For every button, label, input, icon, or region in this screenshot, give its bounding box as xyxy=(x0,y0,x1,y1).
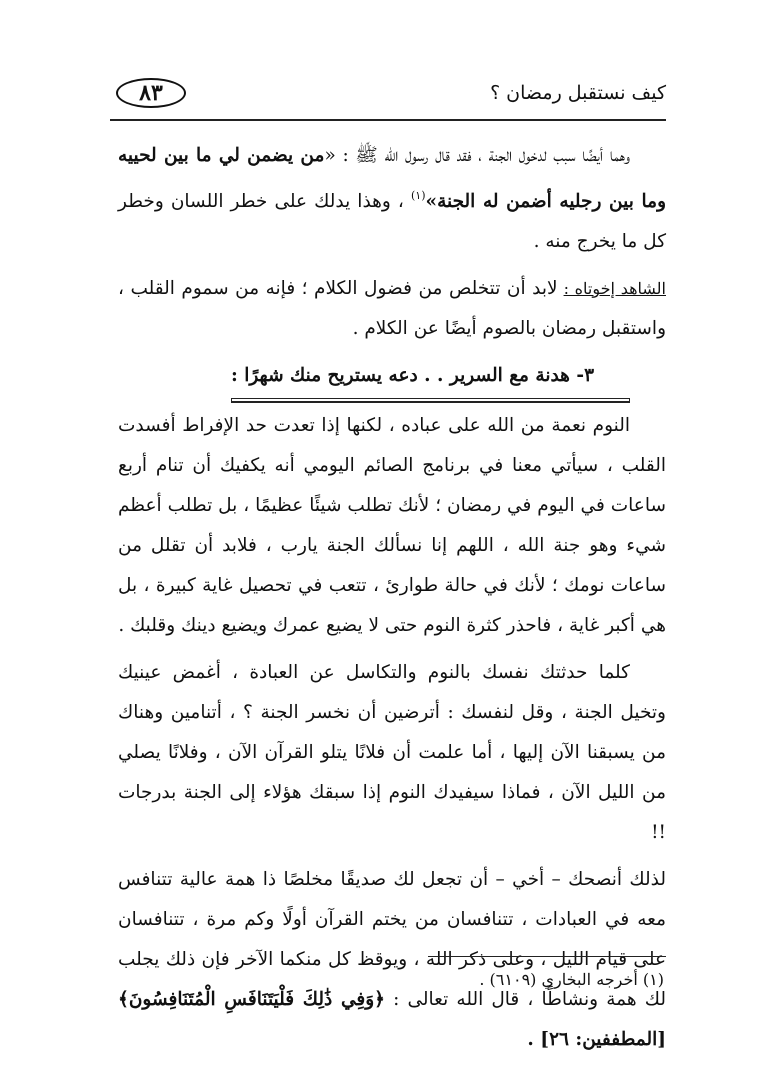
verse-citation: [المطففين: ٢٦] . xyxy=(527,1029,666,1050)
footnote: (١) أخرجه البخاري (٦١٠٩) . xyxy=(479,970,664,989)
quran-verse: ﴿وَفِي ذَٰلِكَ فَلْيَتَنَافَسِ الْمُتَنَافِسُونَ﴾ xyxy=(118,989,385,1010)
hadith-text: من يضمن لي ما بين لحييه وما بين رجليه أضمن له الجنة xyxy=(118,145,667,212)
paragraph-4: كلما حدثتك نفسك بالنوم والتكاسل عن العبادة ، أغمض عينيك وتخيل الجنة ، وقل لنفسك : أترضين أن نخسر الجنة ؟ ، أتنامين وهناك من يسبقنا الآن إليها ، أما علمت أن فلانًا يتلو القرآن الآن ، وفلانًا يصلي من الليل الآن ، فماذا سيفيدك النوم إذا سبقك هؤلاء إلى الجنة بدرجات !! xyxy=(118,662,666,843)
p2-text: لابد أن تتخلص من فضول الكلام ؛ فإنه من سموم القلب ، واستقبل رمضان بالصوم أيضًا عن الكلام . xyxy=(118,278,666,339)
running-title: كيف نستقبل رمضان ؟ xyxy=(490,82,666,104)
section-heading xyxy=(118,356,666,399)
p5-text: لذلك أنصحك – أخي – أن تجعل لك صديقًا مخلصًا ذا همة عالية تتنافس معه في العبادات ، تتنافسان من يختم القرآن أولًا وكم مرة ، تتنافسان على قيام الليل ، وعلى ذكر الله ، ويوقظ كل منكما الآخر فإن ذلك يجلب لك همة ونشاطًا ، قال الله تعالى : xyxy=(118,869,666,1010)
paragraph-2 xyxy=(118,269,666,349)
footnote-divider xyxy=(428,956,666,957)
page-body xyxy=(118,136,666,1067)
paragraph-3: النوم نعمة من الله على عباده ، لكنها إذا تعدت حد الإفراط أفسدت القلب ، سيأتي معنا في برنامج الصائم اليومي أنه يكفيك أن تنام أربع ساعات في اليوم في رمضان ؛ لأنك تطلب شيئًا عظيمًا ، بل تطلب أعظم شيء وهو جنة الله ، اللهم إنا نسألك الجنة يارب ، فلابد أن تقلل من ساعات نومك ؛ لأنك في حالة طوارئ ، تتعب في تحصيل غاية كبيرة ، بل هي أكبر غاية ، فاحذر كثرة النوم حتى لا يضيع عمرك ويضيع دينك وقلبك . xyxy=(118,415,666,636)
p1-rest: ، وهذا يدلك على خطر اللسان وخطر كل ما يخرج منه . xyxy=(118,191,666,252)
header-divider xyxy=(110,119,666,121)
paragraph-1 xyxy=(118,136,666,262)
shahid-label: الشاهد إخوتاه : xyxy=(563,279,666,298)
page-header xyxy=(118,78,666,112)
footnote-ref: (١) xyxy=(411,189,426,202)
page-number: ٨٣ xyxy=(116,78,186,108)
paragraph-5 xyxy=(118,860,666,1060)
section-heading-text: ٣- هدنة مع السرير . . دعه يستريح منك شهرًا : xyxy=(231,356,630,399)
p1-intro: وهما أيضًا سبب لدخول الجنة ، فقد قال رسول الله ﷺ : « xyxy=(324,145,631,166)
hadith-close: » xyxy=(425,191,438,212)
